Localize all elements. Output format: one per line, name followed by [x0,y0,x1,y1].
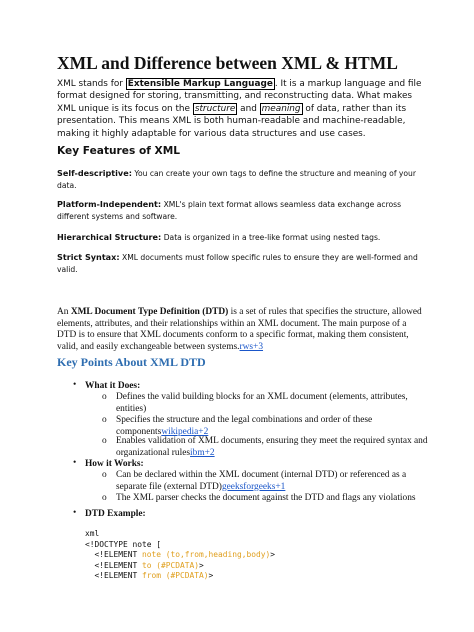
sub-bullet-marker: o [102,415,107,425]
bullet-marker: • [73,458,77,468]
structure-highlight: structure [194,103,236,114]
intro-paragraph [57,78,425,140]
key-features-heading: Key Features of XML [57,145,180,157]
code-token: > [208,571,214,581]
code-token: <!ELEMENT [85,571,143,581]
code-line [85,561,275,572]
intro-text-2: . It is a markup language and file format designed for storing, transmitting, and reconstructing data. What makes XML unique is its focus on the [57,79,422,114]
dtd-example-label: DTD Example: [85,509,146,519]
feature-label: Hierarchical Structure: [57,232,162,242]
code-line [85,571,275,582]
citation-link-geeksforgeeks[interactable]: geeksforgeeks+1 [221,481,286,492]
intro-text-1: XML stands for [57,79,126,89]
feature-text: You can create your own tags to define the structure and meaning of your data. [57,169,416,191]
code-line: <!DOCTYPE note [ [85,539,162,549]
key-points-heading: Key Points About XML DTD [57,355,206,369]
what-it-does-label: What it Does: [85,381,141,391]
citation-link-ibm[interactable]: ibm+2 [190,447,215,458]
what-item-1: Defines the valid building blocks for an XML document (elements, attributes, entities) [116,392,408,414]
code-token: <!ELEMENT [85,560,143,570]
sub-bullet-marker: o [102,392,107,402]
code-token: > [270,550,276,560]
sub-bullet-marker: o [102,470,107,480]
dtd-text-2: is a set of rules that specifies the structure, allowed elements, attributes, and their relationships within an XML document. The main purpose of a DTD is to ensure that XML documents conform to a specific format, making them consistent, valid, and easily exchangeable between systems. [57,307,422,352]
how-item-1-text: Can be declared within the XML document (internal DTD) or referenced as a separate file (external DTD) [116,470,407,492]
feature-platform-independent [57,198,427,223]
feature-text: XML documents must follow specific rules to ensure they are well-formed and valid. [57,253,418,275]
meaning-highlight: meaning [261,103,301,114]
code-token: > [199,560,204,570]
feature-text: XML's plain text format allows seamless data exchange across different systems and software. [57,200,402,222]
what-item-2-text: Specifies the structure and the legal combinations and order of these components [116,415,373,437]
feature-label: Strict Syntax: [57,252,120,262]
dtd-term: XML Document Type Definition (DTD) [70,307,229,317]
feature-label: Platform-Independent: [57,199,162,209]
what-item-3 [116,436,432,459]
dtd-paragraph [57,307,427,353]
citation-link-rws[interactable]: rws+3 [239,341,264,352]
dtd-text-1: An [57,307,71,317]
sub-bullet-marker: o [102,436,107,446]
what-item-2 [116,415,432,438]
intro-text-3: and [237,103,260,114]
how-it-works-label: How it Works: [85,459,144,469]
code-token-value: to (#PCDATA) [142,560,200,570]
code-line [85,550,275,561]
code-token: <!ELEMENT [85,550,143,560]
feature-hierarchical-structure [57,231,427,244]
code-token-value: note (to,from,heading,body) [142,550,271,560]
xml-term-highlight: Extensible Markup Language [127,79,273,89]
how-item-2: The XML parser checks the document against the DTD and flags any violations [116,493,416,503]
citation-link-wikipedia[interactable]: wikipedia+2 [161,426,209,437]
how-item-1 [116,470,432,493]
bullet-marker: • [73,508,77,518]
bullet-marker: • [73,380,77,390]
code-language: xml [85,529,100,538]
code-token-value: from (#PCDATA) [142,571,209,581]
sub-bullet-marker: o [102,493,107,503]
feature-self-descriptive [57,167,427,192]
code-block [85,529,275,582]
feature-label: Self-descriptive: [57,168,132,178]
feature-text: Data is organized in a tree-like format using nested tags. [161,233,381,242]
intro-text-4: of data, rather than its presentation. This means XML is both human-readable and machine-readable, making it highly adaptable for various data structures and use cases. [57,103,407,139]
feature-strict-syntax [57,251,427,276]
page-title: XML and Difference between XML & HTML [57,53,398,73]
what-item-3-text: Enables validation of XML documents, ensuring they meet the required syntax and organizational rules [116,436,428,458]
